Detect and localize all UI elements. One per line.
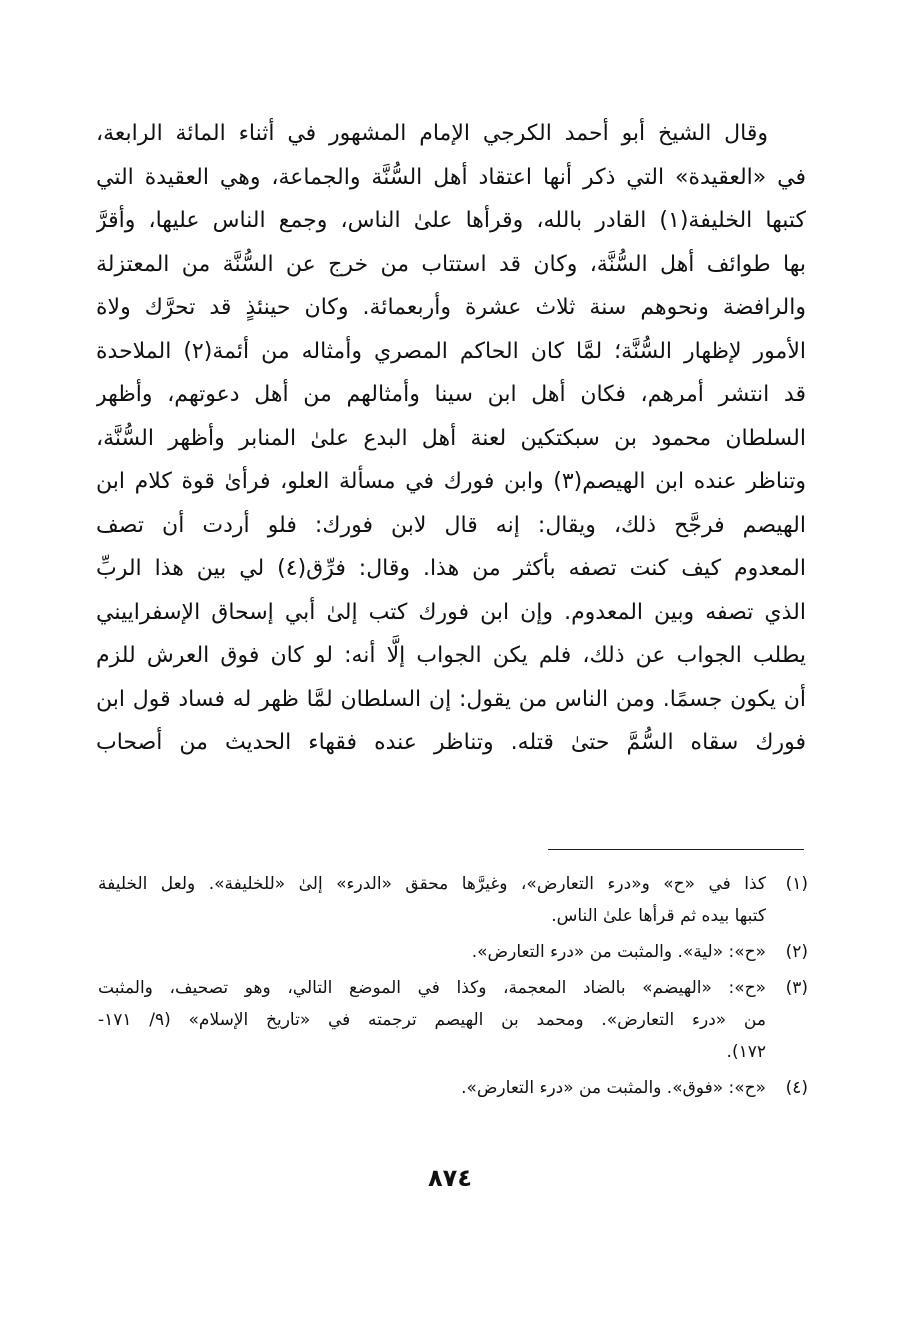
main-text-line: فورك سقاه السُّمَّ حتىٰ قتله. وتناظر عنده فقهاء الحديث من أصحاب (96, 730, 806, 755)
footnote-body (98, 972, 766, 1068)
main-text-line: السلطان محمود بن سبكتكين لعنة أهل البدع علىٰ المنابر وأظهر السُّنَّة، (96, 425, 806, 451)
main-text-line: المعدوم كيف كنت تصفه بأكثر من هذا. وقال: فرِّق(٤) لي بين هذا الربِّ (96, 556, 806, 581)
main-text-line: يطلب الجواب عن ذلك، فلم يكن الجواب إلَّا أنه: لو كان فوق العرش للزم (96, 643, 806, 668)
main-text-line: بها طوائف أهل السُّنَّة، وكان قد استتاب من خرج عن السُّنَّة من المعتزلة (96, 251, 806, 277)
footnote-3 (98, 972, 808, 1068)
footnote-body (98, 868, 766, 932)
main-text-block (96, 112, 806, 765)
footnote-line: «ح»: «فوق». والمثبت من «درء التعارض». (461, 1078, 766, 1098)
footnote-number: (٢) (785, 942, 808, 962)
footnote-line: «ح»: «الهيضم» بالضاد المعجمة، وكذا في الموضع التالي، وهو تصحيف، والمثبت (98, 978, 766, 998)
footnote-number: (٣) (785, 978, 808, 998)
page-number: ٨٧٤ (428, 1164, 472, 1192)
footnote-number: (٤) (785, 1078, 808, 1098)
main-text-line: وقال الشيخ أبو أحمد الكرجي الإمام المشهور في أثناء المائة الرابعة، (96, 121, 768, 146)
footnote-body (98, 936, 766, 968)
main-text-line: الأمور لإظهار السُّنَّة؛ لمَّا كان الحاكم المصري وأمثاله من أئمة(٢) الملاحدة (96, 338, 806, 364)
footnote-line: كتبها بيده ثم قرأها علىٰ الناس. (551, 906, 766, 926)
main-text-line: كتبها الخليفة(١) القادر بالله، وقرأها علىٰ الناس، وجمع الناس عليها، وأقرَّ (96, 208, 806, 233)
main-text-line: الهيصم فرجَّح ذلك، ويقال: إنه قال لابن فورك: فلو أردت أن تصف (96, 512, 806, 538)
footnote-line: «ح»: «لية». والمثبت من «درء التعارض». (471, 942, 766, 962)
footnote-line: ١٧٢). (726, 1042, 766, 1062)
main-text-line: أن يكون جسمًا. ومن الناس من يقول: إن السلطان لمَّا ظهر له فساد قول ابن (96, 686, 806, 712)
footnote-line: كذا في «ح» و«درء التعارض»، وغيرَّها محقق «الدرء» إلىٰ «للخليفة». ولعل الخليفة (98, 874, 766, 894)
main-text-line: قد انتشر أمرهم، فكان أهل ابن سينا وأمثالهم من أهل دعوتهم، وأظهر (96, 382, 806, 407)
footnote-body (98, 1072, 766, 1104)
main-text-line: وتناظر عنده ابن الهيصم(٣) وابن فورك في مسألة العلو، فرأىٰ قوة كلام ابن (96, 469, 806, 494)
footnote-number: (١) (785, 874, 808, 894)
main-text-line: والرافضة ونحوهم سنة ثلاث عشرة وأربعمائة. وكان حينئذٍ قد تحرَّك ولاة (96, 295, 806, 320)
main-text-line: الذي تصفه وبين المعدوم. وإن ابن فورك كتب إلىٰ أبي إسحاق الإسفراييني (96, 599, 806, 625)
footnote-1 (98, 868, 808, 932)
main-text-line: في «العقيدة» التي ذكر أنها اعتقاد أهل السُّنَّة والجماعة، وهي العقيدة التي (96, 164, 806, 190)
footnote-4 (98, 1072, 808, 1104)
footnote-2 (98, 936, 808, 968)
footnote-line: من «درء التعارض». ومحمد بن الهيصم ترجمته في «تاريخ الإسلام» (٩/ ١٧١- (98, 1010, 766, 1030)
footnotes-block (98, 868, 808, 1108)
footnote-divider (548, 849, 804, 850)
